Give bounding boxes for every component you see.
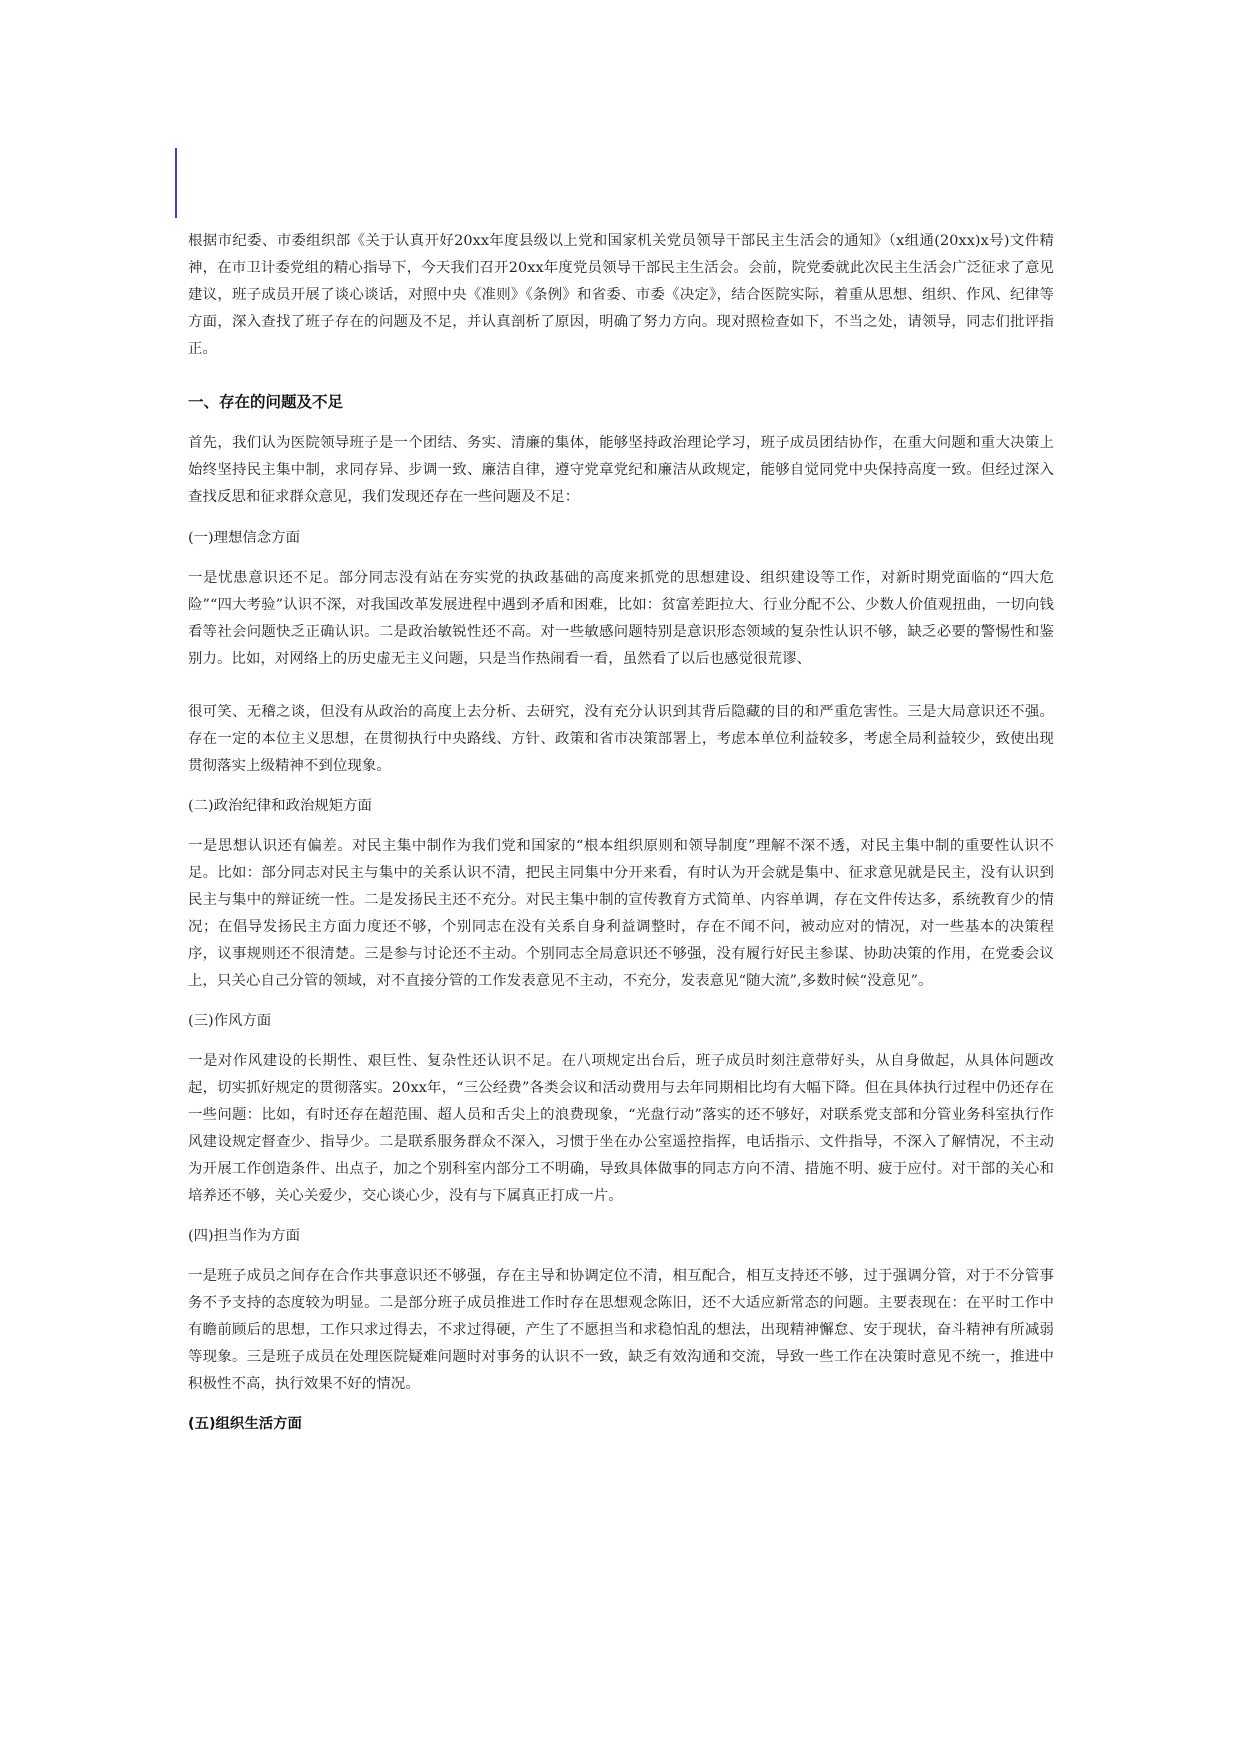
section-intro-paragraph: 首先，我们认为医院领导班子是一个团结、务实、清廉的集体，能够坚持政治理论学习，班子成员团结协作，在重大问题和重大决策上始终坚持民主集中制，求同存异、步调一致、廉洁自律，遵守党章党纪和廉洁从政规定，能够自觉同党中央保持高度一致。但经过深入查找反思和征求群众意见，我们发现还存在一些问题及不足： bbox=[188, 435, 1054, 505]
work-style-paragraph: 一是对作风建设的长期性、艰巨性、复杂性还认识不足。在八项规定出台后，班子成员时刻注意带好头，从自身做起，从具体问题改起，切实抓好规定的贯彻落实。20xx年，“三公经费”各类会议和活动费用与去年同期相比均有大幅下降。但在具体执行过程中仍还存在一些问题：比如，有时还存在超范围、超人员和舌尖上的浪费现象，“光盘行动”落实的还不够好，对联系党支部和分管业务科室执行作风建设规定督查少、指导少。二是联系服务群众不深入，习惯于坐在办公室遥控指挥，电话指示、文件指导，不深入了解情况，不主动为开展工作创造条件、出点子，加之个别科室内部分工不明确，导致具体做事的同志方向不清、措施不明、疲于应付。对干部的关心和培养还不够，关心关爱少，交心谈心少，没有与下属真正打成一片。 bbox=[188, 1053, 1054, 1204]
subheading-discipline: (二)政治纪律和政治规矩方面 bbox=[188, 798, 372, 814]
subheading-responsibility: (四)担当作为方面 bbox=[188, 1228, 300, 1244]
intro-paragraph: 根据市纪委、市委组织部《关于认真开好20xx年度县级以上党和国家机关党员领导干部民主生活会的通知》（x组通(20xx)x号)文件精神，在市卫计委党组的精心指导下，今天我们召开20xx年度党员领导干部民主生活会。会前，院党委就此次民主生活会广泛征求了意见建议，班子成员开展了谈心谈话，对照中央《准则》《条例》和省委、市委《决定》，结合医院实际，着重从思想、组织、作风、纪律等方面，深入查找了班子存在的问题及不足，并认真剖析了原因，明确了努力方向。现对照检查如下，不当之处，请领导，同志们批评指正。 bbox=[188, 233, 1054, 357]
subheading-work-style: (三)作风方面 bbox=[188, 1013, 272, 1029]
ideals-paragraph-1: 一是忧患意识还不足。部分同志没有站在夯实党的执政基础的高度来抓党的思想建设、组织建设等工作，对新时期党面临的“四大危险”“四大考验”认识不深，对我国改革发展进程中遇到矛盾和困难，比如：贫富差距拉大、行业分配不公、少数人价值观扭曲，一切向钱看等社会问题快乏正确认识。二是政治敏锐性还不高。对一些敏感问题特别是意识形态领域的复杂性认识不够，缺乏必要的警惕性和鉴别力。比如，对网络上的历史虚无主义问题，只是当作热闹看一看，虽然看了以后也感觉很荒谬、 bbox=[188, 570, 1054, 667]
left-accent-bar bbox=[175, 148, 177, 218]
ideals-paragraph-2: 很可笑、无稽之谈，但没有从政治的高度上去分析、去研究，没有充分认识到其背后隐藏的目的和严重危害性。三是大局意识还不强。存在一定的本位主义思想，在贯彻执行中央路线、方针、政策和省市决策部署上，考虑本单位利益较多，考虑全局利益较少，致使出现贯彻落实上级精神不到位现象。 bbox=[188, 704, 1054, 774]
subheading-organizational-life: (五)组织生活方面 bbox=[188, 1416, 302, 1432]
discipline-paragraph: 一是思想认识还有偏差。对民主集中制作为我们党和国家的“根本组织原则和领导制度”理解不深不透，对民主集中制的重要性认识不足。比如：部分同志对民主与集中的关系认识不清，把民主同集中分开来看，有时认为开会就是集中、征求意见就是民主，没有认识到民主与集中的辩证统一性。二是发扬民主还不充分。对民主集中制的宣传教育方式简单、内容单调，存在文件传达多，系统教育少的情况；在倡导发扬民主方面力度还不够，个别同志在没有关系自身利益调整时，存在不闻不问，被动应对的情况，对一些基本的决策程序，议事规则还不很清楚。三是参与讨论还不主动。个别同志全局意识还不够强，没有履行好民主参谋、协助决策的作用，在党委会议上，只关心自己分管的领域，对不直接分管的工作发表意见不主动，不充分，发表意见“随大流”,多数时候“没意见”。 bbox=[188, 838, 1054, 989]
document-body bbox=[188, 228, 1054, 1438]
section-heading-problems: 一、存在的问题及不足 bbox=[188, 393, 344, 411]
responsibility-paragraph: 一是班子成员之间存在合作共事意识还不够强，存在主导和协调定位不清，相互配合，相互支持还不够，过于强调分管，对于不分管事务不予支持的态度较为明显。二是部分班子成员推进工作时存在思想观念陈旧，还不大适应新常态的问题。主要表现在：在平时工作中有瞻前顾后的思想，工作只求过得去，不求过得硬，产生了不愿担当和求稳怕乱的想法，出现精神懈怠、安于现状，奋斗精神有所减弱等现象。三是班子成员在处理医院疑难问题时对事务的认识不一致，缺乏有效沟通和交流，导致一些工作在决策时意见不统一，推进中积极性不高，执行效果不好的情况。 bbox=[188, 1268, 1054, 1392]
subheading-ideals: (一)理想信念方面 bbox=[188, 530, 300, 546]
